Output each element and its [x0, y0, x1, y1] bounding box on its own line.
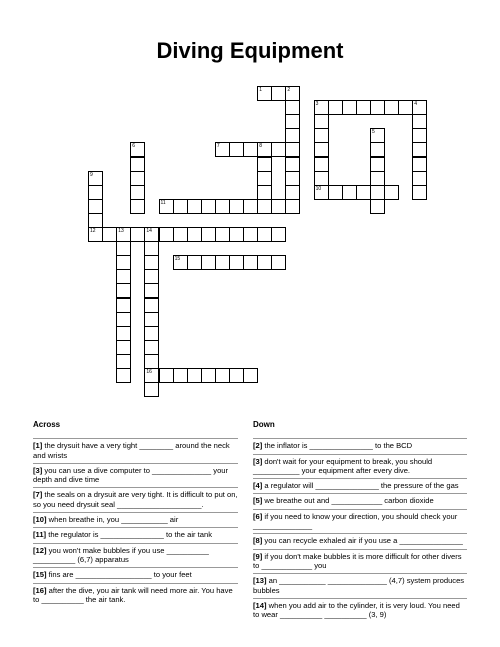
grid-cell[interactable]: [116, 368, 131, 383]
grid-cell[interactable]: [271, 86, 286, 101]
grid-cell[interactable]: [116, 340, 131, 355]
grid-cell[interactable]: [412, 171, 427, 186]
grid-cell[interactable]: [215, 227, 230, 242]
grid-cell[interactable]: [88, 213, 103, 228]
grid-cell[interactable]: [314, 171, 329, 186]
clue-number: [9]: [253, 551, 263, 561]
clue-number: [1]: [33, 441, 43, 451]
grid-cell[interactable]: [356, 185, 371, 200]
grid-cell[interactable]: [314, 114, 329, 129]
grid-cell[interactable]: [88, 171, 103, 186]
clue-text: we breathe out and ____________ carbon dioxide: [262, 496, 434, 506]
down-clue: [253, 438, 467, 453]
down-clue: [253, 493, 467, 508]
clue-text: you can recycle exhaled air if you use a _______________: [262, 536, 463, 546]
grid-cell[interactable]: [243, 227, 258, 242]
grid-cell[interactable]: [215, 368, 230, 383]
grid-cell[interactable]: [384, 100, 399, 115]
grid-cell[interactable]: [144, 368, 159, 383]
grid-cell[interactable]: [130, 142, 145, 157]
grid-cell[interactable]: [116, 227, 131, 242]
grid-cell[interactable]: [285, 142, 300, 157]
grid-cell[interactable]: [285, 128, 300, 143]
grid-cell[interactable]: [130, 185, 145, 200]
grid-cell[interactable]: [370, 142, 385, 157]
clue-number: [10]: [33, 515, 47, 525]
grid-cell[interactable]: [370, 185, 385, 200]
grid-cell[interactable]: [144, 298, 159, 313]
grid-cell[interactable]: [144, 354, 159, 369]
cell-number: 5: [372, 129, 375, 136]
grid-cell[interactable]: [314, 142, 329, 157]
grid-cell[interactable]: [229, 199, 244, 214]
across-clue: [33, 583, 238, 608]
clue-number: [3]: [253, 456, 263, 466]
clue-text: fins are __________________ to your feet: [46, 570, 192, 580]
grid-cell[interactable]: [257, 171, 272, 186]
grid-cell[interactable]: [187, 227, 202, 242]
grid-cell[interactable]: [314, 100, 329, 115]
grid-cell[interactable]: [173, 255, 188, 270]
grid-cell[interactable]: [328, 100, 343, 115]
clue-number: [12]: [33, 545, 47, 555]
grid-cell[interactable]: [412, 142, 427, 157]
grid-cell[interactable]: [187, 368, 202, 383]
clue-text: a regulator will _______________ the pressure of the gas: [262, 481, 459, 491]
across-clue: [33, 487, 238, 512]
down-clue: [253, 573, 467, 598]
grid-cell[interactable]: [257, 86, 272, 101]
grid-cell[interactable]: [88, 199, 103, 214]
grid-cell[interactable]: [187, 255, 202, 270]
grid-cell[interactable]: [130, 227, 145, 242]
clue-text: don't wait for your equipment to break, you should ___________ your equipment after every dive.: [253, 456, 433, 475]
grid-cell[interactable]: [243, 142, 258, 157]
grid-cell[interactable]: [370, 128, 385, 143]
grid-cell[interactable]: [285, 100, 300, 115]
grid-cell[interactable]: [88, 227, 103, 242]
across-heading: Across: [33, 420, 61, 429]
grid-cell[interactable]: [285, 171, 300, 186]
across-clue: [33, 527, 238, 542]
grid-cell[interactable]: [243, 255, 258, 270]
grid-cell[interactable]: [257, 227, 272, 242]
grid-cell[interactable]: [215, 255, 230, 270]
grid-cell[interactable]: [243, 199, 258, 214]
grid-cell[interactable]: [314, 157, 329, 172]
grid-cell[interactable]: [144, 227, 159, 242]
clue-text: when you add air to the cylinder, it is very loud. You need to wear __________ __________ (3, 9): [253, 600, 460, 620]
grid-cell[interactable]: [229, 227, 244, 242]
clue-text: the seals on a drysuit are very tight. It is difficult to put on, so you need drysuit seal ____________________.: [33, 490, 238, 509]
across-clue: [33, 512, 238, 527]
clue-number: [6]: [253, 511, 263, 521]
clue-number: [3]: [33, 465, 43, 475]
cell-number: 3: [315, 101, 319, 108]
grid-cell[interactable]: [144, 283, 159, 298]
down-clue: [253, 454, 467, 479]
grid-cell[interactable]: [412, 114, 427, 129]
grid-cell[interactable]: [271, 199, 286, 214]
grid-cell[interactable]: [201, 199, 216, 214]
grid-cell[interactable]: [257, 255, 272, 270]
grid-cell[interactable]: [370, 157, 385, 172]
clue-text: after the dive, you air tank will need more air. You have to __________ the air tank.: [33, 585, 233, 604]
grid-cell[interactable]: [144, 241, 159, 256]
grid-cell[interactable]: [144, 340, 159, 355]
cell-number: 11: [160, 199, 166, 206]
grid-cell[interactable]: [398, 100, 413, 115]
cell-number: 9: [90, 171, 93, 178]
clue-number: [16]: [33, 585, 47, 595]
grid-cell[interactable]: [243, 368, 258, 383]
cell-number: 7: [216, 143, 220, 150]
grid-cell[interactable]: [159, 199, 174, 214]
cell-number: 6: [132, 143, 136, 150]
grid-cell[interactable]: [159, 368, 174, 383]
grid-cell[interactable]: [412, 157, 427, 172]
down-clue: [253, 549, 467, 574]
grid-cell[interactable]: [215, 142, 230, 157]
grid-cell[interactable]: [116, 283, 131, 298]
grid-cell[interactable]: [201, 255, 216, 270]
across-clue: [33, 567, 238, 582]
grid-cell[interactable]: [173, 199, 188, 214]
grid-cell[interactable]: [285, 114, 300, 129]
cell-number: 16: [146, 369, 152, 375]
grid-cell[interactable]: [116, 326, 131, 341]
cell-number: 2: [287, 87, 291, 93]
grid-cell[interactable]: [144, 326, 159, 341]
grid-cell[interactable]: [412, 100, 427, 115]
clue-number: [13]: [253, 576, 267, 586]
cell-number: 14: [146, 228, 152, 234]
grid-cell[interactable]: [201, 227, 216, 242]
grid-cell[interactable]: [271, 255, 286, 270]
grid-cell[interactable]: [314, 185, 329, 200]
grid-cell[interactable]: [328, 185, 343, 200]
cell-number: 12: [90, 228, 96, 234]
grid-cell[interactable]: [370, 199, 385, 214]
grid-cell[interactable]: [102, 227, 117, 242]
grid-cell[interactable]: [412, 185, 427, 200]
grid-cell[interactable]: [173, 227, 188, 242]
clue-number: [4]: [253, 481, 263, 491]
grid-cell[interactable]: [116, 269, 131, 284]
down-heading: Down: [253, 420, 275, 429]
cell-number: 4: [414, 101, 418, 108]
grid-cell[interactable]: [130, 157, 145, 172]
grid-cell[interactable]: [257, 199, 272, 214]
grid-cell[interactable]: [342, 100, 357, 115]
down-clue: [253, 478, 467, 493]
grid-cell[interactable]: [201, 368, 216, 383]
cell-number: 15: [174, 256, 181, 263]
clue-text: the regulator is _______________ to the air tank: [46, 530, 213, 540]
puzzle-title: Diving Equipment: [156, 38, 344, 63]
clue-text: if you don't make bubbles it is more difficult for other divers to ____________ you: [253, 551, 462, 570]
down-clue: [253, 533, 467, 548]
clue-number: [2]: [253, 441, 263, 451]
grid-cell[interactable]: [116, 298, 131, 313]
grid-cell[interactable]: [412, 128, 427, 143]
grid-cell[interactable]: [257, 185, 272, 200]
clue-text: you can use a dive computer to ______________ your depth and dive time: [33, 465, 229, 485]
clue-text: the drysuit have a very tight ________ around the neck and wrists: [33, 441, 230, 460]
grid-cell[interactable]: [257, 142, 272, 157]
grid-cell[interactable]: [271, 227, 286, 242]
grid-cell[interactable]: [271, 142, 286, 157]
clue-text: the inflator is _______________ to the BCD: [262, 441, 413, 451]
grid-cell[interactable]: [130, 171, 145, 186]
grid-cell[interactable]: [370, 171, 385, 186]
grid-cell[interactable]: [229, 368, 244, 383]
grid-cell[interactable]: [144, 269, 159, 284]
grid-cell[interactable]: [257, 157, 272, 172]
grid-cell[interactable]: [384, 185, 399, 200]
down-clue: [253, 598, 467, 623]
grid-cell[interactable]: [342, 185, 357, 200]
clue-text: you won't make bubbles if you use __________ __________ (6,7) apparatus: [33, 545, 209, 564]
grid-cell[interactable]: [215, 199, 230, 214]
grid-cell[interactable]: [285, 199, 300, 214]
clue-text: an ___________ ______________ (4,7) system produces bubbles: [253, 576, 465, 595]
grid-cell[interactable]: [116, 241, 131, 256]
grid-cell[interactable]: [314, 128, 329, 143]
clue-text: when breathe in, you ___________ air: [46, 515, 179, 525]
grid-cell[interactable]: [88, 185, 103, 200]
grid-cell[interactable]: [144, 255, 159, 270]
grid-cell[interactable]: [187, 199, 202, 214]
grid-cell[interactable]: [144, 382, 159, 397]
down-clue: [253, 509, 467, 534]
grid-cell[interactable]: [116, 354, 131, 369]
across-clue: [33, 543, 238, 568]
clue-number: [11]: [33, 530, 47, 540]
grid-cell[interactable]: [144, 312, 159, 327]
grid-cell[interactable]: [173, 368, 188, 383]
grid-cell[interactable]: [285, 86, 300, 101]
across-clue: [33, 438, 238, 463]
grid-cell[interactable]: [159, 227, 174, 242]
clue-text: if you need to know your direction, you should check your ______________: [253, 511, 458, 531]
cell-number: 10: [315, 185, 322, 192]
grid-cell[interactable]: [285, 157, 300, 172]
down-clues: [253, 420, 467, 622]
grid-cell[interactable]: [229, 142, 244, 157]
grid-cell[interactable]: [229, 255, 244, 270]
grid-cell[interactable]: [356, 100, 371, 115]
cell-number: 1: [259, 87, 262, 93]
clue-number: [8]: [253, 536, 263, 546]
across-clues: [33, 420, 238, 607]
clue-number: [5]: [253, 496, 263, 506]
grid-cell[interactable]: [130, 199, 145, 214]
across-clue: [33, 463, 238, 488]
clue-number: [15]: [33, 570, 47, 580]
grid-cell[interactable]: [285, 185, 300, 200]
grid-cell[interactable]: [370, 100, 385, 115]
grid-cell[interactable]: [116, 312, 131, 327]
grid-cell[interactable]: [116, 255, 131, 270]
cell-number: 13: [118, 228, 124, 234]
clue-number: [14]: [253, 600, 267, 610]
cell-number: 8: [259, 143, 262, 150]
clue-number: [7]: [33, 490, 43, 500]
